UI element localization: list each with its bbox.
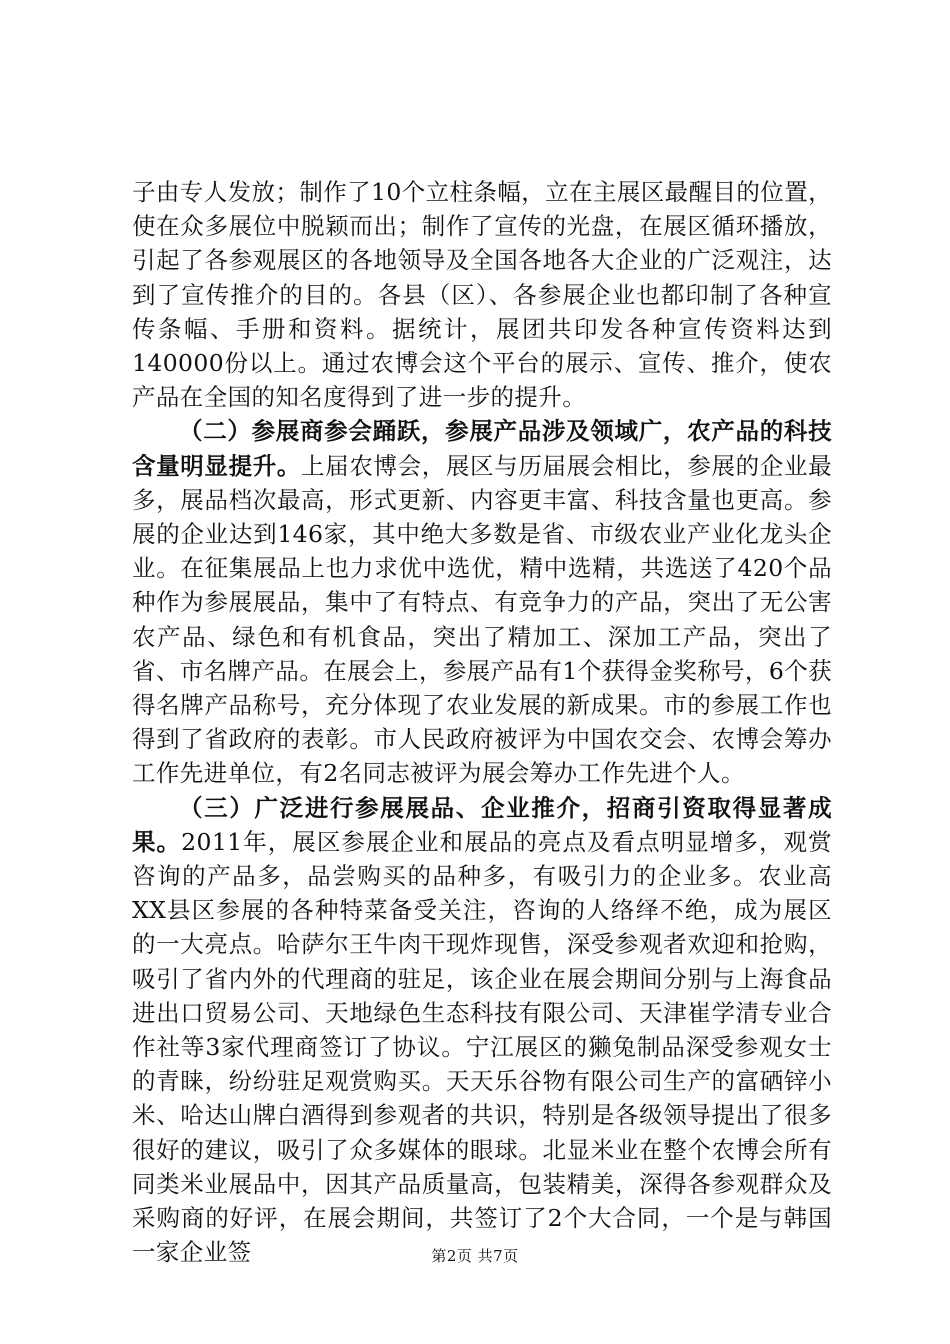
section-three-text: 2011年，展区参展企业和展品的亮点及看点明显增多，观赏咨询的产品多，品尝购买的品种多，有吸引力的企业多。农业高XX县区参展的各种特菜备受关注，咨询的人络绎不绝，成为展区的一大亮点。哈萨尔王牛肉干现炸现售，深受参观者欢迎和抢购，吸引了省内外的代理商的驻足，该企业在展会期间分别与上海食品进出口贸易公司、天地绿色生态科技有限公司、天津崔学清专业合作社等3家代理商签订了协议。宁江展区的獭兔制品深受参观女士的青睐，纷纷驻足观赏购买。天天乐谷物有限公司生产的富硒锌小米、哈达山牌白酒得到参观者的共识，特别是各级领导提出了很多很好的建议，吸引了众多媒体的眼球。北显米业在整个农博会所有同类米业展品中，因其产品质量高，包装精美，深得各参观群众及采购商的好评，在展会期间，共签订了2个大合同，一个是与韩国一家企业签 (132, 827, 832, 1267)
document-body (132, 175, 832, 1270)
paragraph-continued: 子由专人发放；制作了10个立柱条幅，立在主展区最醒目的位置，使在众多展位中脱颖而出；制作了宣传的光盘，在展区循环播放，引起了各参观展区的各地领导及全国各地各大企业的广泛观注，达到了宣传推介的目的。各县（区）、各参展企业也都印制了各种宣传条幅、手册和资料。据统计，展团共印发各种宣传资料达到140000份以上。通过农博会这个平台的展示、宣传、推介，使农产品在全国的知名度得到了进一步的提升。 (132, 178, 832, 412)
paragraph-section-three (132, 791, 832, 1270)
section-two-text: 上届农博会，展区与历届展会相比，参展的企业最多，展品档次最高，形式更新、内容更丰富、科技含量也更高。参展的企业达到146家，其中绝大多数是省、市级农业产业化龙头企业。在征集展品上也力求优中选优，精中选精，共选送了420个品种作为参展展品，集中了有特点、有竞争力的产品，突出了无公害农产品、绿色和有机食品，突出了精加工、深加工产品，突出了省、市名牌产品。在展会上，参展产品有1个获得金奖称号，6个获得名牌产品称号，充分体现了农业发展的新成果。市的参展工作也得到了省政府的表彰。市人民政府被评为中国农交会、农博会筹办工作先进单位，有2名同志被评为展会筹办工作先进个人。 (132, 451, 832, 788)
section-two-heading: （二）参展商参会踊跃，参展产品涉及领域广，农产品的科技含量明显提升。 (132, 417, 832, 480)
section-three-heading: （三）广泛进行参展展品、企业推介，招商引资取得显著成果。 (132, 793, 832, 856)
page-number-footer: 第2页 共7页 (431, 1247, 519, 1265)
paragraph-section-two (132, 414, 832, 790)
